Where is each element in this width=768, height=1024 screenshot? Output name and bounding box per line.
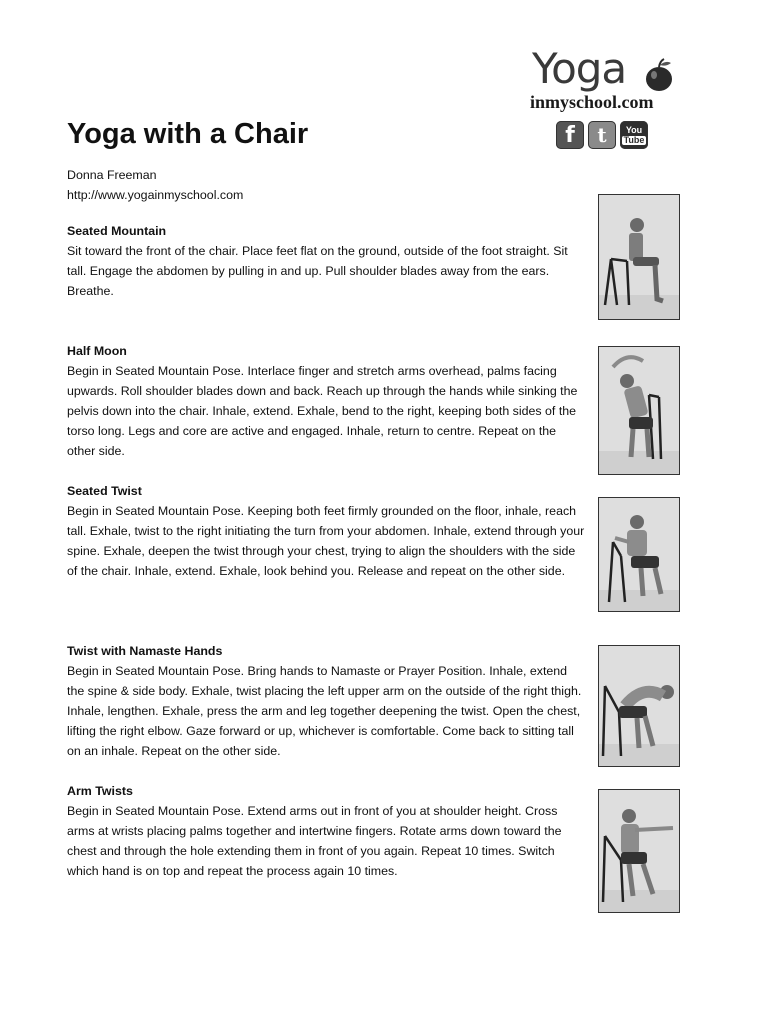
pose-heading: Seated Mountain <box>67 224 167 238</box>
pose-description: Begin in Seated Mountain Pose. Interlace finger and stretch arms overhead, palms facing upwards. Roll shoulder blades down and back. Reach up through the hands while sinking the pelvis down into the chair. Inhale, extend. Exhale, bend to the right, keeping both sides of the torso long. Legs and core are active and engaged. Inhale, return to centre. Repeat on the other side. <box>67 364 578 458</box>
author-block <box>67 165 243 205</box>
pose-heading: Twist with Namaste Hands <box>67 644 223 658</box>
youtube-icon-top: You <box>625 124 643 135</box>
arm-twists-figure-image <box>599 790 679 912</box>
pose-seated-mountain <box>67 221 587 301</box>
twitter-icon[interactable]: t <box>588 121 616 149</box>
photo-half-moon <box>598 346 680 475</box>
social-links <box>556 121 648 149</box>
namaste-twist-figure-image <box>599 646 679 766</box>
pose-heading: Half Moon <box>67 344 127 358</box>
photo-twist-namaste <box>598 645 680 767</box>
page-title: Yoga with a Chair <box>67 118 309 150</box>
half-moon-figure-image <box>599 347 679 474</box>
pose-seated-twist <box>67 481 587 581</box>
pose-twist-namaste <box>67 641 587 761</box>
facebook-icon[interactable]: f <box>556 121 584 149</box>
logo-subtitle: inmyschool.com <box>530 92 654 112</box>
pose-heading: Seated Twist <box>67 484 142 498</box>
apple-icon <box>642 58 676 92</box>
pose-description: Begin in Seated Mountain Pose. Keeping both feet firmly grounded on the floor, inhale, reach tall. Exhale, twist to the right initiating the turn from your abdomen. Inhale, extend through your spine. Exhale, deepen the twist through your chest, trying to align the shoulders with the side of the chair. Inhale, extend. Exhale, look behind you. Release and repeat on the other side. <box>67 504 585 578</box>
photo-seated-twist <box>598 497 680 612</box>
seated-twist-figure-image <box>599 498 679 611</box>
logo-wordmark: Yoga <box>532 44 627 93</box>
pose-arm-twists <box>67 781 587 881</box>
photo-seated-mountain <box>598 194 680 320</box>
author-url[interactable]: http://www.yogainmyschool.com <box>67 188 244 202</box>
seated-figure-image <box>599 195 679 319</box>
author-name: Donna Freeman <box>67 168 157 182</box>
pose-description: Sit toward the front of the chair. Place feet flat on the ground, outside of the foot straight. Sit tall. Engage the abdomen by pulling in and up. Pull shoulder blades away from the ears. Breathe. <box>67 244 568 298</box>
pose-description: Begin in Seated Mountain Pose. Bring hands to Namaste or Prayer Position. Inhale, extend the spine & side body. Exhale, twist placing the left upper arm on the outside of the right thigh. Inhale, lengthen. Exhale, press the arm and leg together deepening the twist. Open the chest, lifting the right elbow. Gaze forward or up, whichever is comfortable. Come back to sitting tall on an inhale. Repeat on the other side. <box>67 664 582 758</box>
pose-description: Begin in Seated Mountain Pose. Extend arms out in front of you at shoulder height. Cross arms at wrists placing palms together and intertwine fingers. Rotate arms down toward the chest and through the hole extending them in front of you again. Repeat 10 times. Switch which hand is on top and repeat the process again 10 times. <box>67 804 562 878</box>
pose-half-moon <box>67 341 587 461</box>
yogainmyschool-logo <box>528 44 680 116</box>
photo-arm-twists <box>598 789 680 913</box>
youtube-icon-bottom: Tube <box>623 134 645 145</box>
pose-heading: Arm Twists <box>67 784 133 798</box>
youtube-icon[interactable] <box>620 121 648 149</box>
